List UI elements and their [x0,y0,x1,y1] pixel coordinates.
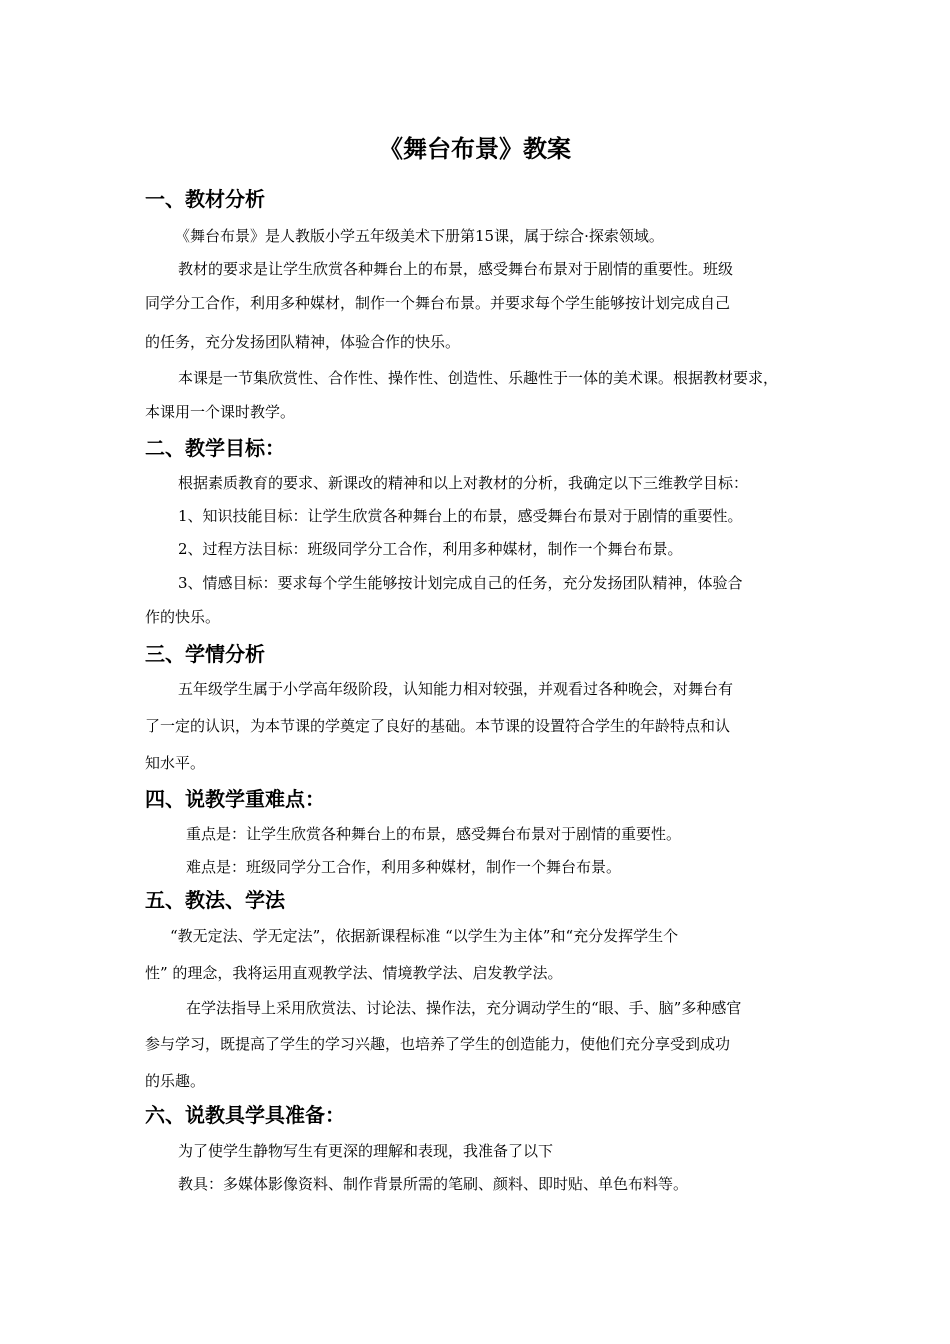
paragraph-line: “教无定法、学无定法”，依据新课程标准 “以学生为主体”和“充分发挥学生个 [170,927,679,945]
paragraph-line: 五年级学生属于小学高年级阶段，认知能力相对较强，并观看过各种晚会，对舞台有 [178,680,734,698]
paragraph-line: 本课用一个课时教学。 [145,403,296,421]
paragraph-line: 1、知识技能目标：让学生欣赏各种舞台上的布景，感受舞台布景对于剧情的重要性。 [178,507,743,525]
section-heading: 五、教法、学法 [145,888,285,912]
section-heading: 六、说教具学具准备： [145,1103,345,1127]
paragraph-line: 3、情感目标：要求每个学生能够按计划完成自己的任务，充分发扬团队精神，体验合 [178,574,743,592]
section-heading: 二、教学目标： [145,436,285,460]
paragraph-line: 知水平。 [145,754,206,772]
paragraph-line: 难点是：班级同学分工合作，利用多种媒材，制作一个舞台布景。 [186,858,622,876]
section-heading: 一、教材分析 [145,187,265,211]
paragraph-line: 为了使学生静物写生有更深的理解和表现，我准备了以下 [178,1142,554,1160]
paragraph-line: 性” 的理念，我将运用直观教学法、情境教学法、启发教学法。 [145,964,563,982]
paragraph-line: 参与学习，既提高了学生的学习兴趣，也培养了学生的创造能力，使他们充分享受到成功 [145,1035,731,1053]
paragraph-line: 重点是：让学生欣赏各种舞台上的布景，感受舞台布景对于剧情的重要性。 [186,825,682,843]
paragraph-line: 的乐趣。 [145,1072,206,1090]
paragraph-line: 在学法指导上采用欣赏法、讨论法、操作法，充分调动学生的“眼、手、脑”多种感官 [186,999,742,1017]
paragraph-line: 《舞台布景》是人教版小学五年级美术下册第15课，属于综合·探索领域。 [175,227,664,245]
document-title: 《舞台布景》教案 [379,135,571,163]
paragraph-line: 本课是一节集欣赏性、合作性、操作性、创造性、乐趣性于一体的美术课。根据教材要求， [178,369,779,387]
paragraph-line: 同学分工合作，利用多种媒材，制作一个舞台布景。并要求每个学生能够按计划完成自己 [145,294,731,312]
paragraph-line: 根据素质教育的要求、新课改的精神和以上对教材的分析，我确定以下三维教学目标： [178,474,749,492]
paragraph-line: 了一定的认识，为本节课的学奠定了良好的基础。本节课的设置符合学生的年龄特点和认 [145,717,731,735]
paragraph-line: 2、过程方法目标：班级同学分工合作，利用多种媒材，制作一个舞台布景。 [178,540,683,558]
paragraph-line: 作的快乐。 [145,608,221,626]
section-heading: 三、学情分析 [145,642,265,666]
paragraph-line: 的任务，充分发扬团队精神，体验合作的快乐。 [145,333,461,351]
paragraph-line: 教具：多媒体影像资料、制作背景所需的笔刷、颜料、即时贴、单色布料等。 [178,1175,689,1193]
paragraph-line: 教材的要求是让学生欣赏各种舞台上的布景，感受舞台布景对于剧情的重要性。班级 [178,260,734,278]
section-heading: 四、说教学重难点： [145,787,325,811]
